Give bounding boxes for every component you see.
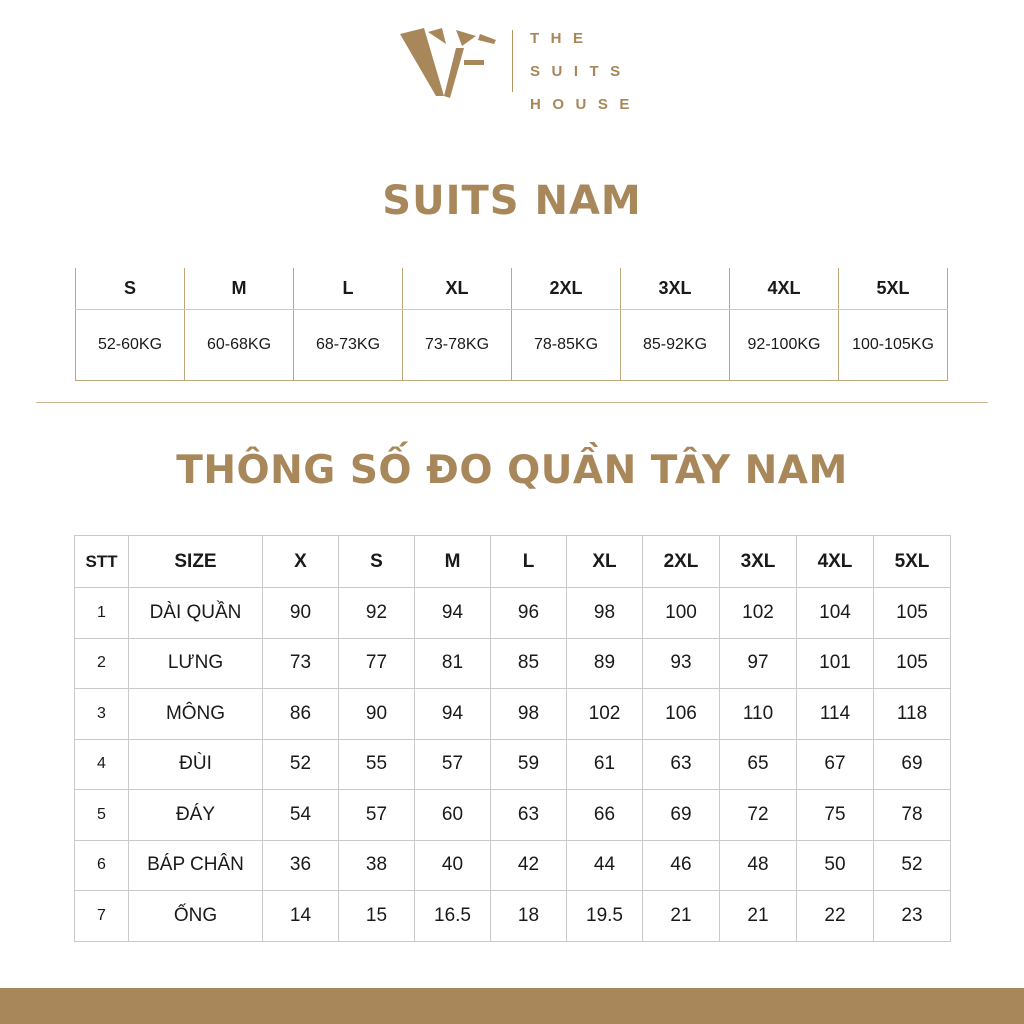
- measurement-value: 16.5: [415, 891, 491, 942]
- suits-size-cell: L: [294, 268, 403, 310]
- suits-title: SUITS NAM: [382, 178, 642, 224]
- measurement-value: 69: [643, 790, 720, 841]
- measurement-value: 90: [339, 689, 415, 740]
- measurement-value: 118: [874, 689, 951, 740]
- measurement-value: 63: [643, 739, 720, 790]
- measurement-value: 97: [720, 638, 797, 689]
- measurement-row: [75, 638, 951, 689]
- brand-name: [530, 22, 641, 121]
- measurement-value: 21: [643, 891, 720, 942]
- measurement-value: 94: [415, 689, 491, 740]
- suits-size-cell: S: [76, 268, 185, 310]
- brand-line-2: SUITS: [530, 63, 632, 80]
- measurement-value: 105: [874, 588, 951, 639]
- measurement-value: 66: [567, 790, 643, 841]
- measurement-value: 48: [720, 840, 797, 891]
- suits-size-cell: M: [185, 268, 294, 310]
- pants-title: THÔNG SỐ ĐO QUẦN TÂY NAM: [176, 448, 848, 493]
- suits-weight-cell: 100-105KG: [839, 310, 948, 381]
- measurement-value: 85: [491, 638, 567, 689]
- suits-size-table: [75, 268, 948, 381]
- measurement-value: 52: [874, 840, 951, 891]
- size-column-header: 5XL: [874, 536, 951, 588]
- measurement-value: 105: [874, 638, 951, 689]
- pants-measurement-table: [74, 535, 951, 942]
- suits-size-cell: 3XL: [621, 268, 730, 310]
- measurement-value: 21: [720, 891, 797, 942]
- measurement-value: 59: [491, 739, 567, 790]
- suits-weight-cell: 60-68KG: [185, 310, 294, 381]
- measurement-value: 54: [263, 790, 339, 841]
- brand-line-3: HOUSE: [530, 96, 641, 113]
- measurement-value: 69: [874, 739, 951, 790]
- measurement-value: 52: [263, 739, 339, 790]
- measurement-name: DÀI QUẦN: [129, 588, 263, 639]
- measurement-value: 57: [415, 739, 491, 790]
- size-column-header: 4XL: [797, 536, 874, 588]
- suits-weight-cell: 85-92KG: [621, 310, 730, 381]
- measurement-value: 104: [797, 588, 874, 639]
- section-divider: [36, 402, 988, 403]
- brand-line-1: THE: [530, 30, 595, 47]
- measurement-value: 61: [567, 739, 643, 790]
- measurement-row: [75, 840, 951, 891]
- suits-weight-cell: 52-60KG: [76, 310, 185, 381]
- logo-divider: [512, 30, 513, 92]
- measurement-value: 102: [567, 689, 643, 740]
- measurement-value: 75: [797, 790, 874, 841]
- suits-size-cell: 2XL: [512, 268, 621, 310]
- measurement-value: 55: [339, 739, 415, 790]
- row-number: 3: [75, 689, 129, 740]
- measurement-value: 22: [797, 891, 874, 942]
- pants-header-row: [75, 536, 951, 588]
- measurement-value: 77: [339, 638, 415, 689]
- measurement-row: [75, 739, 951, 790]
- size-header: SIZE: [129, 536, 263, 588]
- size-column-header: L: [491, 536, 567, 588]
- measurement-name: MÔNG: [129, 689, 263, 740]
- measurement-value: 101: [797, 638, 874, 689]
- measurement-value: 96: [491, 588, 567, 639]
- brand-logo-icon: [398, 26, 498, 102]
- measurement-value: 63: [491, 790, 567, 841]
- measurement-value: 14: [263, 891, 339, 942]
- measurement-value: 114: [797, 689, 874, 740]
- measurement-value: 106: [643, 689, 720, 740]
- suits-size-cell: 5XL: [839, 268, 948, 310]
- measurement-name: ĐÁY: [129, 790, 263, 841]
- measurement-value: 57: [339, 790, 415, 841]
- row-number: 7: [75, 891, 129, 942]
- suits-weight-cell: 92-100KG: [730, 310, 839, 381]
- measurement-value: 18: [491, 891, 567, 942]
- row-number: 6: [75, 840, 129, 891]
- row-number: 5: [75, 790, 129, 841]
- measurement-value: 110: [720, 689, 797, 740]
- measurement-row: [75, 689, 951, 740]
- measurement-value: 86: [263, 689, 339, 740]
- measurement-row: [75, 588, 951, 639]
- measurement-value: 42: [491, 840, 567, 891]
- suits-size-cell: 4XL: [730, 268, 839, 310]
- measurement-value: 81: [415, 638, 491, 689]
- measurement-value: 78: [874, 790, 951, 841]
- measurement-value: 92: [339, 588, 415, 639]
- size-column-header: XL: [567, 536, 643, 588]
- measurement-value: 50: [797, 840, 874, 891]
- row-number: 2: [75, 638, 129, 689]
- row-number: 1: [75, 588, 129, 639]
- measurement-value: 98: [567, 588, 643, 639]
- measurement-value: 23: [874, 891, 951, 942]
- measurement-value: 38: [339, 840, 415, 891]
- measurement-name: BÁP CHÂN: [129, 840, 263, 891]
- measurement-value: 93: [643, 638, 720, 689]
- suits-weight-cell: 73-78KG: [403, 310, 512, 381]
- size-column-header: M: [415, 536, 491, 588]
- measurement-value: 46: [643, 840, 720, 891]
- measurement-value: 44: [567, 840, 643, 891]
- suits-size-cell: XL: [403, 268, 512, 310]
- measurement-value: 65: [720, 739, 797, 790]
- stt-header: STT: [75, 536, 129, 588]
- measurement-value: 73: [263, 638, 339, 689]
- measurement-value: 98: [491, 689, 567, 740]
- measurement-value: 60: [415, 790, 491, 841]
- measurement-value: 15: [339, 891, 415, 942]
- measurement-name: LƯNG: [129, 638, 263, 689]
- measurement-name: ĐÙI: [129, 739, 263, 790]
- measurement-value: 89: [567, 638, 643, 689]
- measurement-value: 67: [797, 739, 874, 790]
- row-number: 4: [75, 739, 129, 790]
- measurement-value: 72: [720, 790, 797, 841]
- measurement-name: ỐNG: [129, 891, 263, 942]
- suits-weight-cell: 78-85KG: [512, 310, 621, 381]
- size-column-header: 3XL: [720, 536, 797, 588]
- measurement-value: 36: [263, 840, 339, 891]
- suits-size-header-row: [76, 268, 948, 310]
- measurement-row: [75, 790, 951, 841]
- measurement-value: 94: [415, 588, 491, 639]
- measurement-value: 102: [720, 588, 797, 639]
- measurement-value: 19.5: [567, 891, 643, 942]
- suits-weight-cell: 68-73KG: [294, 310, 403, 381]
- measurement-value: 40: [415, 840, 491, 891]
- measurement-value: 90: [263, 588, 339, 639]
- measurement-value: 100: [643, 588, 720, 639]
- measurement-row: [75, 891, 951, 942]
- size-column-header: 2XL: [643, 536, 720, 588]
- size-column-header: X: [263, 536, 339, 588]
- size-column-header: S: [339, 536, 415, 588]
- footer-band: [0, 988, 1024, 1024]
- suits-weight-row: [76, 310, 948, 381]
